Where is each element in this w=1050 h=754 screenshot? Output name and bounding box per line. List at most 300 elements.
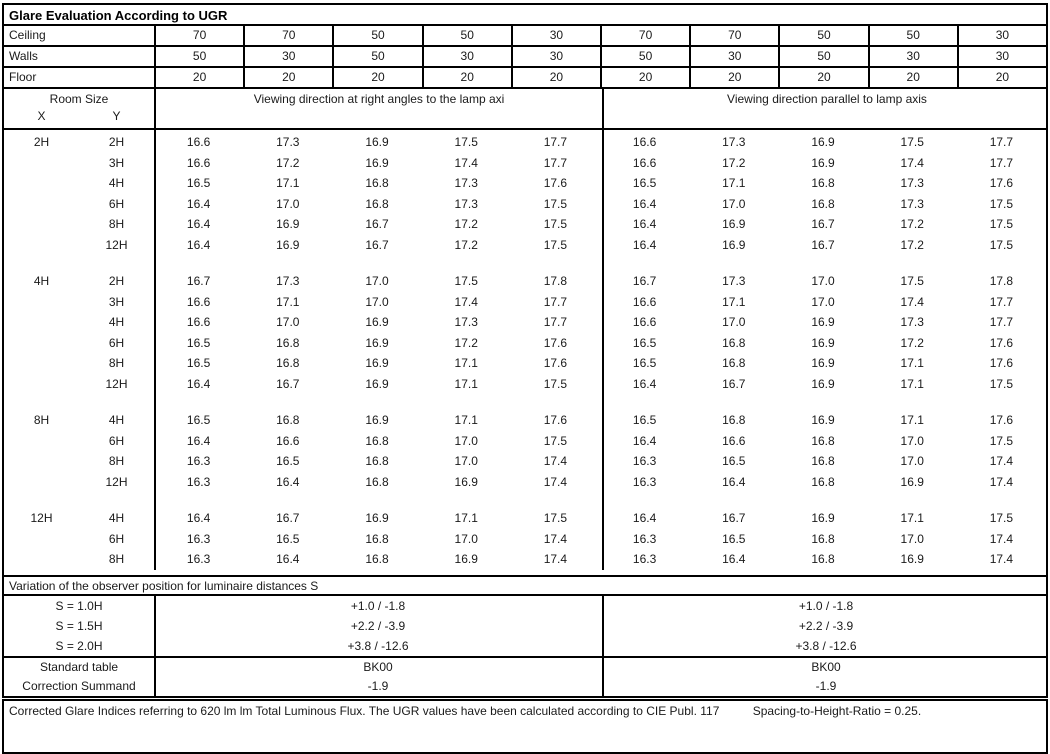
observer-variation-row (4, 616, 1046, 636)
surface-row-label: Walls (9, 49, 38, 63)
x-dimension-cell (4, 472, 79, 493)
ugr-value-cell: 17.4 (543, 454, 568, 468)
surface-value-cell: 20 (868, 68, 957, 87)
ugr-value-cell: 16.8 (365, 176, 389, 190)
ugr-value-cell: 17.4 (900, 294, 924, 309)
ugr-value-cell: 17.3 (722, 274, 746, 288)
table-row (4, 451, 1046, 472)
y-dimension-cell: 3H (108, 155, 125, 170)
table-row (4, 173, 1046, 194)
ugr-value-cell: 17.3 (722, 135, 746, 149)
ugr-value-cell: 16.8 (811, 176, 835, 190)
ugr-value-cell: 17.0 (454, 454, 478, 468)
x-dimension-cell (4, 529, 79, 550)
surface-row-label: Ceiling (9, 28, 46, 42)
distance-label: S = 1.0H (55, 598, 103, 613)
table-row (4, 214, 1046, 235)
ugr-value-cell: 16.9 (900, 552, 924, 566)
ugr-value-cell: 16.5 (186, 335, 211, 350)
ugr-value-cell: 16.9 (811, 376, 835, 391)
ugr-value-cell: 17.3 (900, 176, 924, 190)
ugr-value-cell: 17.4 (989, 474, 1014, 489)
table-row (4, 194, 1046, 215)
ugr-value-cell: 16.3 (186, 552, 211, 566)
ugr-value-cell: 16.5 (722, 531, 746, 546)
y-dimension-cell: 3H (108, 294, 125, 309)
ugr-value-cell: 16.9 (454, 474, 478, 489)
ugr-value-cell: 16.9 (811, 135, 835, 149)
ugr-value-cell: 16.4 (276, 474, 300, 489)
ugr-value-cell: 16.8 (811, 196, 835, 211)
surface-value-cell: 50 (778, 26, 867, 45)
surface-value-cell: 20 (332, 68, 421, 87)
ugr-value-cell: 17.5 (989, 433, 1014, 448)
y-dimension-cell: 8H (108, 552, 125, 566)
variation-value-left: +3.8 / -12.6 (347, 638, 409, 653)
x-dimension-cell (4, 214, 79, 235)
ugr-value-cell: 16.8 (365, 474, 389, 489)
ugr-value-cell: 17.0 (722, 315, 746, 329)
ugr-value-cell: 17.5 (543, 376, 568, 391)
surface-row (4, 26, 1046, 47)
ugr-value-cell: 17.2 (900, 237, 924, 252)
ugr-value-cell: 17.1 (900, 376, 924, 391)
ugr-value-cell: 16.3 (632, 454, 657, 468)
table-row (4, 549, 1046, 570)
ugr-value-cell: 17.0 (900, 531, 924, 546)
room-size-block (4, 508, 1046, 570)
surface-value-cell: 30 (957, 26, 1046, 45)
ugr-value-cell: 17.0 (276, 315, 300, 329)
ugr-value-cell: 17.3 (454, 196, 478, 211)
ugr-value-cell: 16.9 (365, 155, 389, 170)
variation-value-left: +2.2 / -3.9 (350, 618, 406, 633)
ugr-value-cell: 16.3 (632, 474, 657, 489)
half-divider-line (602, 658, 604, 696)
ugr-value-cell: 17.1 (454, 376, 478, 391)
summary-rows (4, 656, 1046, 696)
ugr-value-cell: 17.1 (276, 176, 300, 190)
x-dimension-cell: 12H (30, 511, 53, 525)
ugr-value-cell: 16.4 (186, 376, 211, 391)
variation-value-right: +1.0 / -1.8 (798, 598, 854, 613)
variation-section-header: Variation of the observer position for luminaire distances S (4, 575, 1046, 596)
ugr-value-cell: 17.3 (276, 274, 300, 288)
ugr-value-cell: 16.6 (722, 433, 746, 448)
ugr-value-cell: 17.3 (900, 315, 924, 329)
ugr-value-cell: 16.4 (632, 217, 657, 231)
observer-variation-rows (4, 596, 1046, 656)
x-dimension-cell (4, 353, 79, 374)
surface-value-cell: 20 (778, 68, 867, 87)
x-dimension-cell (4, 235, 79, 256)
ugr-value-cell: 17.0 (365, 294, 389, 309)
surface-reflectance-rows (4, 26, 1046, 89)
ugr-value-cell: 17.7 (543, 294, 568, 309)
ugr-value-cell: 17.8 (543, 274, 568, 288)
ugr-value-cell: 17.8 (989, 274, 1014, 288)
ugr-value-cell: 16.6 (186, 135, 211, 149)
ugr-value-cell: 16.4 (722, 552, 746, 566)
ugr-value-cell: 17.0 (454, 531, 478, 546)
ugr-value-cell: 16.7 (365, 237, 389, 252)
table-row (4, 271, 1046, 292)
surface-value-cell: 30 (511, 26, 600, 45)
summary-row (4, 658, 1046, 677)
ugr-value-cell: 17.6 (543, 176, 568, 190)
viewing-direction-parallel-header: Viewing direction parallel to lamp axis (602, 89, 1050, 128)
half-divider-line (602, 130, 604, 570)
ugr-value-cell: 16.8 (811, 474, 835, 489)
ugr-value-cell: 16.9 (722, 217, 746, 231)
ugr-value-cell: 16.8 (365, 552, 389, 566)
spacing-height-ratio: Spacing-to-Height-Ratio = 0.25. (752, 703, 922, 718)
ugr-value-cell: 17.7 (989, 294, 1014, 309)
ugr-value-cell: 17.5 (543, 237, 568, 252)
distance-label: S = 2.0H (55, 638, 103, 653)
surface-value-cell: 70 (689, 26, 778, 45)
x-dimension-cell (4, 374, 79, 395)
ugr-value-cell: 16.9 (454, 552, 478, 566)
ugr-value-cell: 17.5 (543, 196, 568, 211)
y-dimension-cell: 2H (108, 274, 125, 288)
ugr-value-cell: 17.4 (543, 474, 568, 489)
x-dimension-cell (4, 194, 79, 215)
ugr-value-cell: 16.7 (276, 511, 300, 525)
x-dimension-cell: 8H (33, 413, 50, 427)
ugr-value-cell: 16.5 (632, 176, 657, 190)
surface-value-cell: 20 (422, 68, 511, 87)
surface-value-cell: 30 (868, 47, 957, 66)
room-size-label: Room Size (49, 92, 109, 106)
ugr-value-cell: 16.9 (811, 356, 835, 370)
ugr-value-cell: 17.7 (989, 315, 1014, 329)
surface-value-cell: 20 (957, 68, 1046, 87)
ugr-value-cell: 17.4 (454, 155, 478, 170)
ugr-value-cell: 16.6 (186, 315, 211, 329)
ugr-value-cell: 16.5 (632, 413, 657, 427)
ugr-value-cell: 17.0 (365, 274, 389, 288)
ugr-value-cell: 16.5 (186, 176, 211, 190)
ugr-value-cell: 16.6 (632, 315, 657, 329)
ugr-value-cell: 16.7 (811, 217, 835, 231)
ugr-value-cell: 16.5 (632, 356, 657, 370)
ugr-value-cell: 17.2 (900, 217, 924, 231)
ugr-value-cell: 17.5 (900, 274, 924, 288)
ugr-value-cell: 16.9 (365, 135, 389, 149)
ugr-value-cell: 16.9 (365, 413, 389, 427)
summary-value-left: BK00 (363, 659, 393, 674)
ugr-value-cell: 17.1 (722, 294, 746, 309)
surface-value-cell: 20 (689, 68, 778, 87)
surface-value-cell: 50 (778, 47, 867, 66)
surface-row (4, 47, 1046, 68)
summary-label: Correction Summand (22, 678, 136, 693)
surface-row (4, 68, 1046, 89)
column-header-row (4, 89, 1046, 130)
surface-value-cell: 30 (511, 47, 600, 66)
ugr-value-cell: 16.8 (722, 356, 746, 370)
y-dimension-cell: 4H (108, 511, 125, 525)
ugr-value-cell: 16.9 (811, 335, 835, 350)
summary-value-left: -1.9 (367, 678, 389, 693)
viewing-direction-right-angles-header: Viewing direction at right angles to the lamp axi (154, 89, 602, 128)
y-dimension-cell: 8H (108, 454, 125, 468)
y-dimension-cell: 4H (108, 176, 125, 190)
ugr-value-cell: 17.4 (989, 531, 1014, 546)
ugr-value-cell: 16.8 (811, 531, 835, 546)
table-row (4, 529, 1046, 550)
ugr-value-cell: 16.5 (632, 335, 657, 350)
ugr-value-cell: 16.8 (276, 335, 300, 350)
room-size-block (4, 410, 1046, 492)
table-row (4, 292, 1046, 313)
x-dimension-cell (4, 153, 79, 174)
ugr-value-cell: 16.9 (276, 217, 300, 231)
y-dimension-cell: 8H (108, 356, 125, 370)
surface-value-cell: 20 (154, 68, 243, 87)
ugr-value-cell: 16.6 (186, 155, 211, 170)
room-size-header (4, 89, 154, 128)
ugr-value-cell: 17.0 (454, 433, 478, 448)
ugr-value-cell: 16.4 (186, 217, 211, 231)
ugr-value-cell: 17.5 (900, 135, 924, 149)
ugr-value-cell: 17.5 (454, 274, 478, 288)
ugr-value-cell: 16.4 (632, 237, 657, 252)
ugr-value-cell: 17.6 (543, 413, 568, 427)
ugr-value-cell: 16.9 (365, 511, 389, 525)
ugr-value-cell: 16.4 (186, 433, 211, 448)
y-dimension-cell: 6H (108, 335, 125, 350)
ugr-value-cell: 16.4 (186, 511, 211, 525)
ugr-value-cell: 17.1 (722, 176, 746, 190)
ugr-value-cell: 16.5 (722, 454, 746, 468)
ugr-value-cell: 16.4 (722, 474, 746, 489)
table-row (4, 374, 1046, 395)
ugr-value-cell: 16.9 (365, 335, 389, 350)
surface-value-cell: 70 (600, 26, 689, 45)
ugr-value-cell: 17.4 (989, 454, 1014, 468)
surface-value-cell: 50 (154, 47, 243, 66)
summary-label: Standard table (39, 659, 119, 674)
ugr-value-cell: 16.6 (632, 294, 657, 309)
table-row (4, 431, 1046, 452)
ugr-value-cell: 16.7 (276, 376, 300, 391)
ugr-value-cell: 16.6 (276, 433, 300, 448)
surface-value-cell: 50 (600, 47, 689, 66)
ugr-value-cell: 17.7 (543, 315, 568, 329)
ugr-value-cell: 16.3 (186, 531, 211, 546)
ugr-value-cell: 16.5 (276, 454, 300, 468)
table-row (4, 312, 1046, 333)
ugr-value-cell: 17.0 (811, 274, 835, 288)
ugr-value-cell: 17.2 (722, 155, 746, 170)
ugr-value-cell: 16.9 (900, 474, 924, 489)
ugr-value-cell: 17.3 (900, 196, 924, 211)
y-dimension-cell: 12H (105, 376, 128, 391)
x-dimension-cell (4, 549, 79, 570)
ugr-value-cell: 16.3 (186, 474, 211, 489)
ugr-value-cell: 16.8 (276, 356, 300, 370)
summary-value-right: -1.9 (815, 678, 837, 693)
ugr-value-cell: 17.4 (989, 552, 1014, 566)
ugr-value-cell: 17.2 (454, 237, 478, 252)
surface-value-cell: 20 (511, 68, 600, 87)
ugr-value-cell: 17.5 (989, 237, 1014, 252)
table-row (4, 508, 1046, 529)
surface-value-cell: 20 (243, 68, 332, 87)
surface-value-cell: 30 (243, 47, 332, 66)
footer-note (2, 699, 1048, 754)
y-dimension-cell: 4H (108, 413, 125, 427)
ugr-value-cell: 17.5 (454, 135, 478, 149)
table-row (4, 153, 1046, 174)
ugr-value-cell: 16.9 (365, 356, 389, 370)
ugr-value-cell: 16.9 (365, 376, 389, 391)
surface-value-cell: 50 (332, 26, 421, 45)
ugr-value-cell: 16.7 (722, 511, 746, 525)
ugr-value-cell: 17.4 (454, 294, 478, 309)
ugr-value-cell: 16.3 (632, 531, 657, 546)
x-dimension-cell (4, 333, 79, 354)
y-dimension-cell: 2H (108, 135, 125, 149)
surface-value-cell: 70 (154, 26, 243, 45)
xy-labels (4, 109, 154, 123)
ugr-value-cell: 16.4 (276, 552, 300, 566)
x-dimension-cell (4, 312, 79, 333)
ugr-value-cell: 17.1 (900, 413, 924, 427)
footer-text: Corrected Glare Indices referring to 620 lm lm Total Luminous Flux. The UGR values have been calculated according to CIE Publ. 117 (9, 703, 720, 718)
surface-row-label: Floor (9, 70, 37, 84)
ugr-value-cell: 17.4 (543, 552, 568, 566)
y-dimension-cell: 4H (108, 315, 125, 329)
observer-variation-row (4, 636, 1046, 656)
ugr-value-cell: 17.1 (454, 511, 478, 525)
ugr-value-cell: 17.5 (989, 196, 1014, 211)
x-axis-label: X (37, 109, 46, 123)
ugr-value-cell: 16.9 (722, 237, 746, 252)
ugr-value-cell: 17.5 (989, 511, 1014, 525)
ugr-value-cell: 17.5 (989, 376, 1014, 391)
x-dimension-cell (4, 292, 79, 313)
ugr-value-cell: 17.5 (989, 217, 1014, 231)
ugr-value-cell: 16.8 (722, 413, 746, 427)
surface-value-cell: 50 (868, 26, 957, 45)
column-divider-line (154, 596, 156, 656)
ugr-value-cell: 16.5 (276, 531, 300, 546)
y-dimension-cell: 12H (105, 474, 128, 489)
ugr-value-cell: 17.0 (276, 196, 300, 211)
surface-value-cell: 30 (689, 47, 778, 66)
ugr-value-cell: 17.0 (811, 294, 835, 309)
summary-row (4, 677, 1046, 696)
ugr-value-cell: 17.2 (454, 335, 478, 350)
ugr-value-cell: 16.8 (365, 531, 389, 546)
y-dimension-cell: 6H (108, 531, 125, 546)
ugr-value-cell: 16.9 (365, 315, 389, 329)
ugr-value-cell: 17.7 (989, 135, 1014, 149)
ugr-value-cell: 16.7 (632, 274, 657, 288)
ugr-value-cell: 17.3 (276, 135, 300, 149)
ugr-value-cell: 16.4 (632, 433, 657, 448)
distance-label: S = 1.5H (55, 618, 103, 633)
ugr-value-cell: 17.2 (276, 155, 300, 170)
variation-value-right: +3.8 / -12.6 (795, 638, 857, 653)
variation-value-left: +1.0 / -1.8 (350, 598, 406, 613)
ugr-value-cell: 16.7 (365, 217, 389, 231)
ugr-value-cell: 16.7 (811, 237, 835, 252)
table-row (4, 235, 1046, 256)
summary-value-right: BK00 (811, 659, 841, 674)
y-dimension-cell: 6H (108, 196, 125, 211)
ugr-value-cell: 16.9 (811, 315, 835, 329)
ugr-value-cell: 16.5 (186, 356, 211, 370)
y-dimension-cell: 12H (105, 237, 128, 252)
x-dimension-cell (4, 431, 79, 452)
ugr-value-cell: 17.6 (989, 413, 1014, 427)
x-dimension-cell (4, 451, 79, 472)
table-row (4, 353, 1046, 374)
ugr-values-body (4, 130, 1046, 570)
ugr-value-cell: 16.4 (632, 511, 657, 525)
ugr-value-cell: 17.6 (543, 335, 568, 350)
ugr-value-cell: 16.8 (365, 454, 389, 468)
x-dimension-cell: 4H (33, 274, 50, 288)
ugr-value-cell: 17.1 (900, 511, 924, 525)
ugr-value-cell: 16.5 (186, 413, 211, 427)
ugr-value-cell: 17.1 (454, 413, 478, 427)
ugr-value-cell: 17.6 (989, 356, 1014, 370)
ugr-value-cell: 17.0 (900, 433, 924, 448)
ugr-value-cell: 16.9 (276, 237, 300, 252)
ugr-value-cell: 16.9 (811, 413, 835, 427)
table-row (4, 472, 1046, 493)
ugr-value-cell: 16.9 (811, 511, 835, 525)
ugr-value-cell: 16.7 (186, 274, 211, 288)
ugr-value-cell: 17.6 (989, 335, 1014, 350)
ugr-value-cell: 16.8 (811, 454, 835, 468)
table-title: Glare Evaluation According to UGR (4, 5, 1046, 26)
ugr-value-cell: 17.1 (454, 356, 478, 370)
ugr-value-cell: 16.4 (632, 376, 657, 391)
ugr-value-cell: 17.7 (543, 135, 568, 149)
surface-value-cell: 70 (243, 26, 332, 45)
ugr-value-cell: 16.8 (722, 335, 746, 350)
ugr-value-cell: 17.2 (900, 335, 924, 350)
ugr-value-cell: 17.7 (989, 155, 1014, 170)
ugr-value-cell: 16.8 (811, 552, 835, 566)
ugr-value-cell: 17.5 (543, 433, 568, 448)
column-divider-line (154, 658, 156, 696)
room-size-block (4, 271, 1046, 394)
ugr-value-cell: 17.2 (454, 217, 478, 231)
table-row (4, 333, 1046, 354)
x-dimension-cell: 2H (33, 135, 50, 149)
ugr-value-cell: 17.4 (900, 155, 924, 170)
ugr-value-cell: 17.3 (454, 176, 478, 190)
surface-value-cell: 30 (422, 47, 511, 66)
ugr-value-cell: 16.9 (811, 155, 835, 170)
ugr-value-cell: 17.0 (900, 454, 924, 468)
ugr-value-cell: 17.1 (276, 294, 300, 309)
y-dimension-cell: 6H (108, 433, 125, 448)
room-size-block (4, 132, 1046, 255)
ugr-value-cell: 17.1 (900, 356, 924, 370)
ugr-value-cell: 16.4 (186, 196, 211, 211)
ugr-value-cell: 16.4 (632, 196, 657, 211)
ugr-value-cell: 16.6 (632, 155, 657, 170)
ugr-value-cell: 16.3 (186, 454, 211, 468)
